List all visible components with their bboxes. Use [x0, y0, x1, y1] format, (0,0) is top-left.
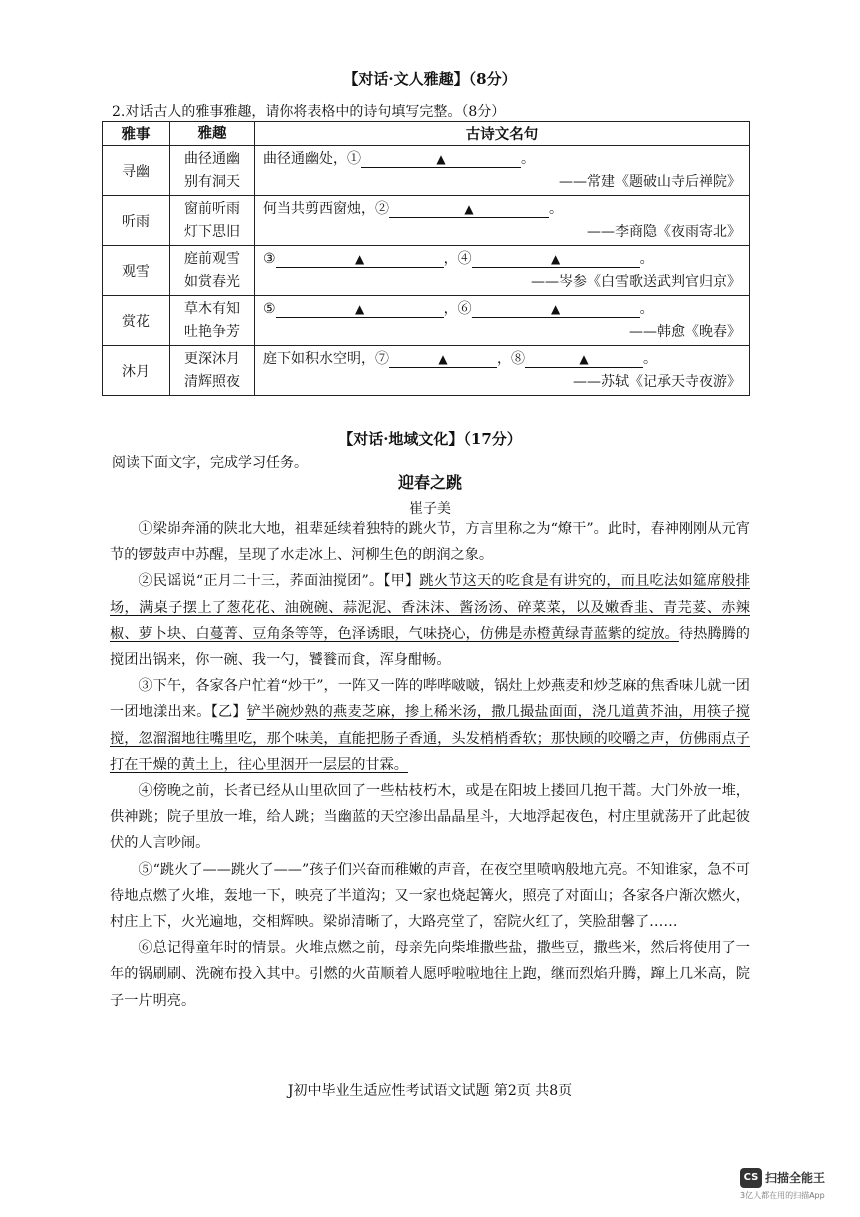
answer-blank-7[interactable]	[389, 351, 497, 368]
paragraph-6: ⑥总记得童年时的情景。火堆点燃之前，母亲先向柴堆撒些盐，撒些豆，撒些米，然后将使用了一年的锅刷刷、洗碗布投入其中。引燃的火苗顺着人愿呼啦啦地往上跑，继而烈焰升腾，蹿上几米高，院子一片明亮。	[110, 940, 750, 1009]
interest-line: 更深沐月	[184, 350, 240, 367]
triangle-marker: ▲	[354, 251, 365, 266]
watermark-name: 扫描全能王	[765, 1171, 826, 1185]
triangle-marker: ▲	[436, 151, 446, 166]
row-poem	[255, 146, 750, 196]
poem-source: ——韩愈《晚春》	[629, 323, 741, 340]
triangle-marker: ▲	[550, 301, 561, 316]
interest-line: 别有洞天	[184, 173, 240, 190]
answer-blank-4[interactable]	[472, 251, 640, 268]
article-body	[110, 516, 750, 1014]
header-event: 雅事	[103, 122, 170, 146]
row-interest	[170, 346, 255, 396]
triangle-marker: ▲	[354, 301, 365, 316]
answer-blank-1[interactable]	[361, 151, 521, 168]
poem-text: 。	[639, 250, 654, 267]
paragraph-5: ⑤“跳火了——跳火了——”孩子们兴奋而稚嫩的声音，在夜空里喷吶般地亢亮。不知谁家，急不可待地点燃了火堆，轰地一下，映亮了半道沟；又一家也烧起篝火，照亮了对面山；各家各户渐次燃火，村庄上下，火光遍地，交相辉映。梁峁清晰了，大路亮堂了，窑院火红了，笑脸甜馨了……	[110, 861, 750, 931]
row-event: 寻幽	[103, 146, 170, 196]
poem-text: 。	[521, 150, 535, 167]
answer-blank-5[interactable]	[276, 301, 444, 318]
triangle-marker: ▲	[550, 251, 561, 266]
blank-number: ④	[457, 250, 472, 267]
interest-line: 灯下思旧	[184, 223, 240, 240]
table-row	[103, 196, 750, 246]
answer-blank-3[interactable]	[276, 251, 444, 268]
row-poem	[255, 346, 750, 396]
section-title-regional: 【对话·地域文化】（17分）	[338, 430, 522, 448]
row-poem	[255, 246, 750, 296]
row-interest	[170, 296, 255, 346]
poem-source: ——苏轼《记承天寺夜游》	[573, 373, 741, 390]
blank-number: ⑤	[263, 300, 276, 317]
interest-line: 窗前听雨	[184, 200, 240, 217]
article-title: 迎春之跳	[397, 473, 462, 492]
blank-number: ②	[375, 200, 389, 217]
poem-text: 何当共剪西窗烛，	[263, 200, 375, 217]
paragraph-2	[110, 568, 750, 673]
blank-number: ⑧	[511, 350, 525, 367]
poem-table	[102, 121, 750, 396]
row-event: 沐月	[103, 346, 170, 396]
underlined-passage-yi: 铲半碗炒熟的燕麦芝麻，掺上稀米汤，撒几撮盐面面，浇几道黄芥油，用筷子搅搅，忽溜溜地往嘴里吃，那个味美，直能把肠子香通，头发梢梢香软；那快顾的咬嚼之声，仿佛雨点子打在干燥的黄土上，往心里洇开一层层的甘霖。	[110, 704, 750, 773]
interest-line: 如赏春光	[184, 273, 240, 290]
poem-text: 庭下如积水空明，	[263, 350, 375, 367]
section-title-literati: 【对话·文人雅趣】（8分）	[343, 70, 517, 88]
answer-blank-6[interactable]	[472, 301, 640, 318]
watermark-subtitle: 3亿人都在用的扫描App	[740, 1190, 825, 1200]
paragraph-4: ④傍晚之前，长者已经从山里砍回了一些枯枝朽木，或是在阳坡上搂回几抱干蒿。大门外放一堆，供神跳；院子里放一堆，给人跳；当幽蓝的天空渗出晶晶星斗，大地浮起夜色，村庄里就荡开了此起彼伏的人言吵闹。	[110, 783, 750, 852]
page-footer: J初中毕业生适应性考试语文试题 第2页 共8页	[287, 1083, 573, 1099]
poem-text: 。	[549, 200, 563, 217]
paragraph-1: ①梁峁奔涌的陕北大地，祖辈延续着独特的跳火节，方言里称之为“燎干”。此时，春神刚刚从元宵节的锣鼓声中苏醒，呈现了水走冰上、河柳生色的朗润之象。	[110, 521, 750, 564]
table-row	[103, 146, 750, 196]
table-row	[103, 246, 750, 296]
poem-text: 。	[643, 350, 657, 367]
reading-intro: 阅读下面文字，完成学习任务。	[112, 455, 308, 471]
blank-number: ③	[263, 250, 276, 267]
blank-number: ⑦	[375, 350, 389, 367]
header-interest: 雅趣	[170, 122, 255, 146]
interest-line: 吐艳争芳	[184, 323, 240, 340]
paragraph-text: ②民谣说“正月二十三，荞面油搅团”。【甲】	[138, 573, 420, 590]
table-header-row	[103, 122, 750, 146]
paragraph-text: ③下午，各家各户忙着“炒干”，一阵又一阵的哔哔啵啵，锅灶上炒燕麦和炒芝麻的焦香味儿就一团一团地漾出来。【乙】	[110, 678, 750, 721]
row-poem	[255, 296, 750, 346]
answer-blank-8[interactable]	[525, 351, 643, 368]
question-2-intro: 2.对话古人的雅事雅趣，请你将表格中的诗句填写完整。（8分）	[112, 104, 506, 120]
poem-text: 曲径通幽处，	[263, 150, 347, 167]
paragraph-text: 待热腾腾的搅团出锅来，你一碗、我一勺，饕餮而食，浑身酣畅。	[110, 625, 750, 669]
answer-blank-2[interactable]	[389, 201, 549, 218]
row-interest	[170, 246, 255, 296]
underlined-passage-jia: 跳火节这天的吃食是有讲究的，而且吃法如筵席般排场，满桌子摆上了葱花花、油碗碗、蒜泥泥、香沫沫、酱汤汤、碎菜菜，以及嫩香韭、青芫荽、赤辣椒、萝卜块、白蔓菁、豆角条等等，色泽诱眼，气味挠心，仿佛是赤橙黄绿青蓝紫的绽放。	[110, 573, 750, 642]
interest-line: 曲径通幽	[184, 150, 240, 167]
interest-line: 草木有知	[184, 300, 240, 317]
row-interest	[170, 196, 255, 246]
interest-line: 庭前观雪	[184, 250, 240, 267]
poem-text: ，	[497, 350, 511, 367]
camscanner-logo-icon: CS	[740, 1168, 762, 1188]
poem-source: ——岑参《白雪歌送武判官归京》	[531, 273, 741, 290]
triangle-marker: ▲	[464, 201, 474, 216]
table-row	[103, 346, 750, 396]
article-author: 崔子美	[409, 501, 451, 517]
poem-text: ，	[443, 250, 458, 267]
row-interest	[170, 146, 255, 196]
triangle-marker: ▲	[579, 351, 589, 366]
row-event: 观雪	[103, 246, 170, 296]
blank-number: ⑥	[457, 300, 472, 317]
poem-text: ，	[443, 300, 458, 317]
triangle-marker: ▲	[438, 351, 448, 366]
scanner-watermark	[740, 1167, 825, 1201]
poem-text: 。	[639, 300, 654, 317]
poem-source: ——李商隐《夜雨寄北》	[587, 223, 741, 240]
row-poem	[255, 196, 750, 246]
row-event: 听雨	[103, 196, 170, 246]
interest-line: 清辉照夜	[184, 373, 240, 390]
blank-number: ①	[347, 150, 361, 167]
poem-source: ——常建《题破山寺后禅院》	[559, 173, 741, 190]
header-poem: 古诗文名句	[255, 122, 750, 146]
row-event: 赏花	[103, 296, 170, 346]
paragraph-3	[110, 673, 750, 778]
table-row	[103, 296, 750, 346]
